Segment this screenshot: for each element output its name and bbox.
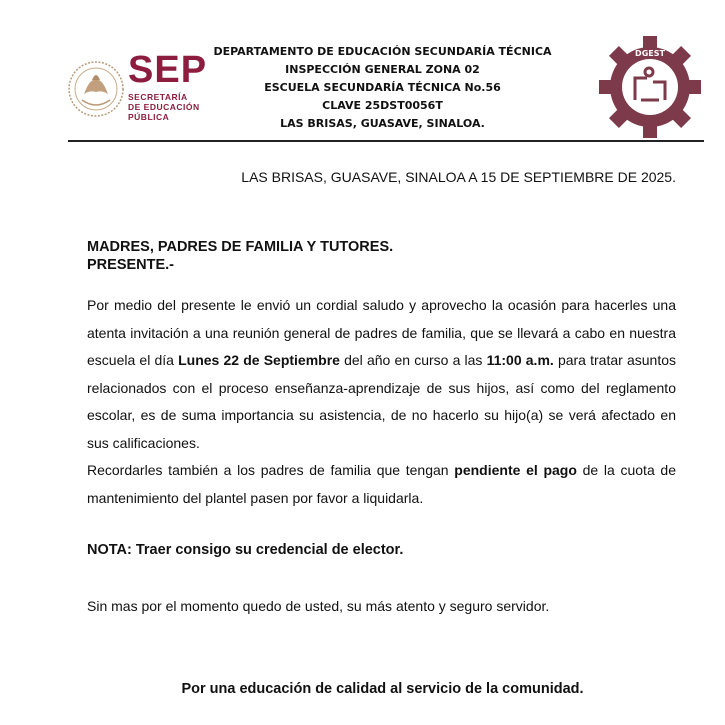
addressee-line: MADRES, PADRES DE FAMILIA Y TUTORES. — [87, 239, 394, 255]
text-run: Por medio del presente le envió un cordial saludo y aprovecho la ocasión para hacerles una atenta invitación a una reunión general de padres de familia, que se llevará a cabo en nuestra escuela el día — [87, 297, 676, 368]
text-run: de la cuota de mantenimiento del plantel pasen por favor a liquidarla. — [87, 462, 677, 506]
place-date: LAS BRISAS, GUASAVE, SINALOA A 15 DE SEPTIEMBRE DE 2025. — [241, 169, 676, 185]
letterhead — [205, 43, 560, 133]
text-run: Recordarles también a los padres de familia que tengan — [87, 462, 455, 478]
inspection-zone: INSPECCIÓN GENERAL ZONA 02 — [285, 63, 480, 76]
paragraph-payment — [87, 457, 676, 512]
sep-subtitle — [128, 92, 200, 122]
addressee — [87, 238, 393, 274]
letter-body — [87, 292, 676, 512]
school-key: CLAVE 25DST0056T — [322, 99, 443, 112]
meeting-time: 11:00 a.m. — [486, 352, 554, 368]
motto: Por una educación de calidad al servicio de la comunidad. — [181, 681, 584, 697]
department-name: DEPARTAMENTO DE EDUCACIÓN SECUNDARÍA TÉCNICA — [213, 45, 552, 58]
text-run: del año en curso a las — [339, 352, 487, 368]
text-run: para tratar asuntos relacionados con el proceso enseñanza-aprendizaje de sus hijos, así como del reglamento escolar, es de suma importancia su asistencia, de no hacerlo su hijo(a) se verá afectado en sus calificaciones. — [87, 352, 676, 451]
closing: Sin mas por el momento quedo de usted, su más atento y seguro servidor. — [87, 598, 550, 614]
school-location: LAS BRISAS, GUASAVE, SINALOA. — [280, 117, 485, 130]
sep-logo — [66, 49, 208, 130]
sep-subtitle-line: PÚBLICA — [128, 112, 170, 122]
sep-acronym: SEP — [128, 49, 208, 91]
dgest-gear-logo-icon — [597, 34, 703, 140]
sep-subtitle-line: DE EDUCACIÓN — [128, 102, 200, 112]
paragraph-invitation — [87, 292, 676, 457]
sep-subtitle-line: SECRETARÍA — [128, 92, 188, 102]
dgest-logo-text: DGEST — [635, 49, 665, 58]
mexico-seal-icon — [66, 50, 126, 128]
header-divider — [68, 140, 704, 142]
note: NOTA: Traer consigo su credencial de elector. — [87, 542, 404, 558]
school-name: ESCUELA SECUNDARÍA TÉCNICA No.56 — [264, 81, 501, 94]
meeting-date: Lunes 22 de Septiembre — [178, 352, 340, 368]
addressee-salutation: PRESENTE.- — [87, 257, 175, 273]
pending-payment: pendiente el pago — [454, 462, 577, 478]
